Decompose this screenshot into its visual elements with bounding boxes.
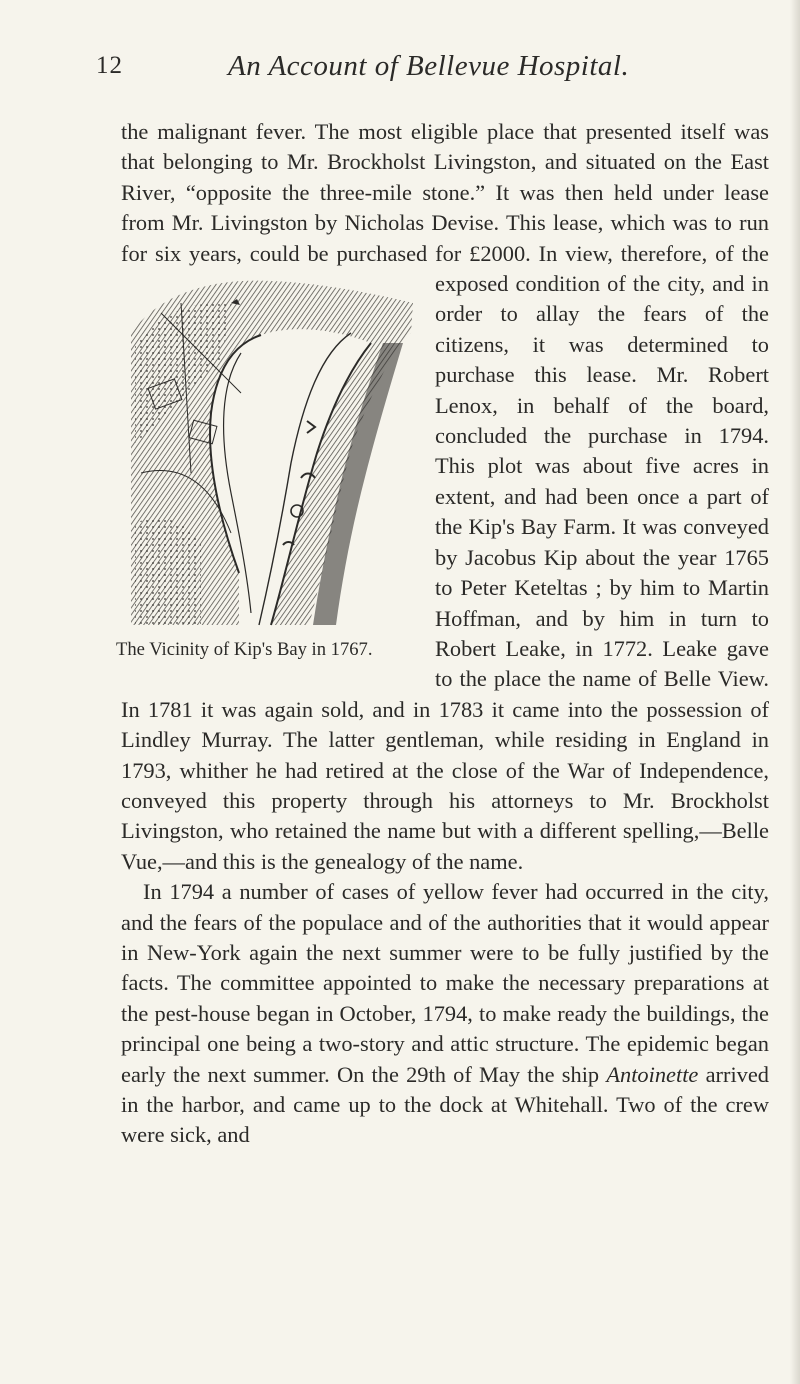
ship-name: Antoinette [606, 1061, 699, 1087]
running-title: An Account of Bellevue Hospital. [228, 50, 630, 82]
page-edge-shadow [790, 0, 800, 1384]
kips-bay-map-illustration [121, 273, 419, 633]
body-text [116, 117, 769, 1151]
page-header [0, 52, 800, 92]
paragraph-2-text: In 1794 a number of cases of yellow fever had occurred in the city, and the fears of the populace and of the authorities that it would appear in New-York again the next summer were to be fully justified by the facts. The committee appointed to make the necessary preparations at the pest-house began in October, 1794, to make ready the buildings, the principal one being a two-story and attic structure. The epidemic began early the next summer. On the 29th of May the ship [121, 879, 769, 1087]
paragraph-1 [116, 117, 769, 877]
page-number: 12 [96, 52, 123, 79]
paragraph-2 [121, 877, 769, 1151]
paragraph-1-opening: the malignant fever. The most eligible place that presented itself was that belonging to Mr. Brockholst Livingston, and situated on the East River, “opposite the three-mile stone.” It was then held under lease from Mr. Livingston by Nicholas Devise. This lease, which was to run for six years, could be purchased for £2000. In view, therefore, of the exposed condition of the [121, 119, 769, 297]
figure-caption: The Vicinity of Kip's Bay in 1767. [116, 639, 373, 661]
paragraph-1-continued: city, and in order to allay the fears of the citizens, it was determined to purchase this lease. Mr. Robert Lenox, in behalf of the board, concluded the purchase in 1794. This plot was about five acres in extent, and had been once a part of the Kip's Bay Farm. It was conveyed by Jacobus Kip about the year 1765 to Peter Keteltas ; by him to Martin Hoffman, and by him in turn to Robert Leake, in 1772. Leake gave to the place the name of Belle View. In 1781 it was again sold, and in 1783 it came into the possession of Lindley Murray. The latter gentleman, while residing in England in 1793, whither he had retired at the close of the War of Independence, conveyed this property through his attorneys to Mr. Brockholst Livingston, who retained the name but with a different spelling,—Belle Vue,—and this is the genealogy of the name. [121, 271, 769, 874]
paragraph-2-end: arrived in the harbor, and came up to the dock at Whitehall. Two of the crew were sick, and [121, 1061, 769, 1148]
map-figure [116, 273, 419, 693]
